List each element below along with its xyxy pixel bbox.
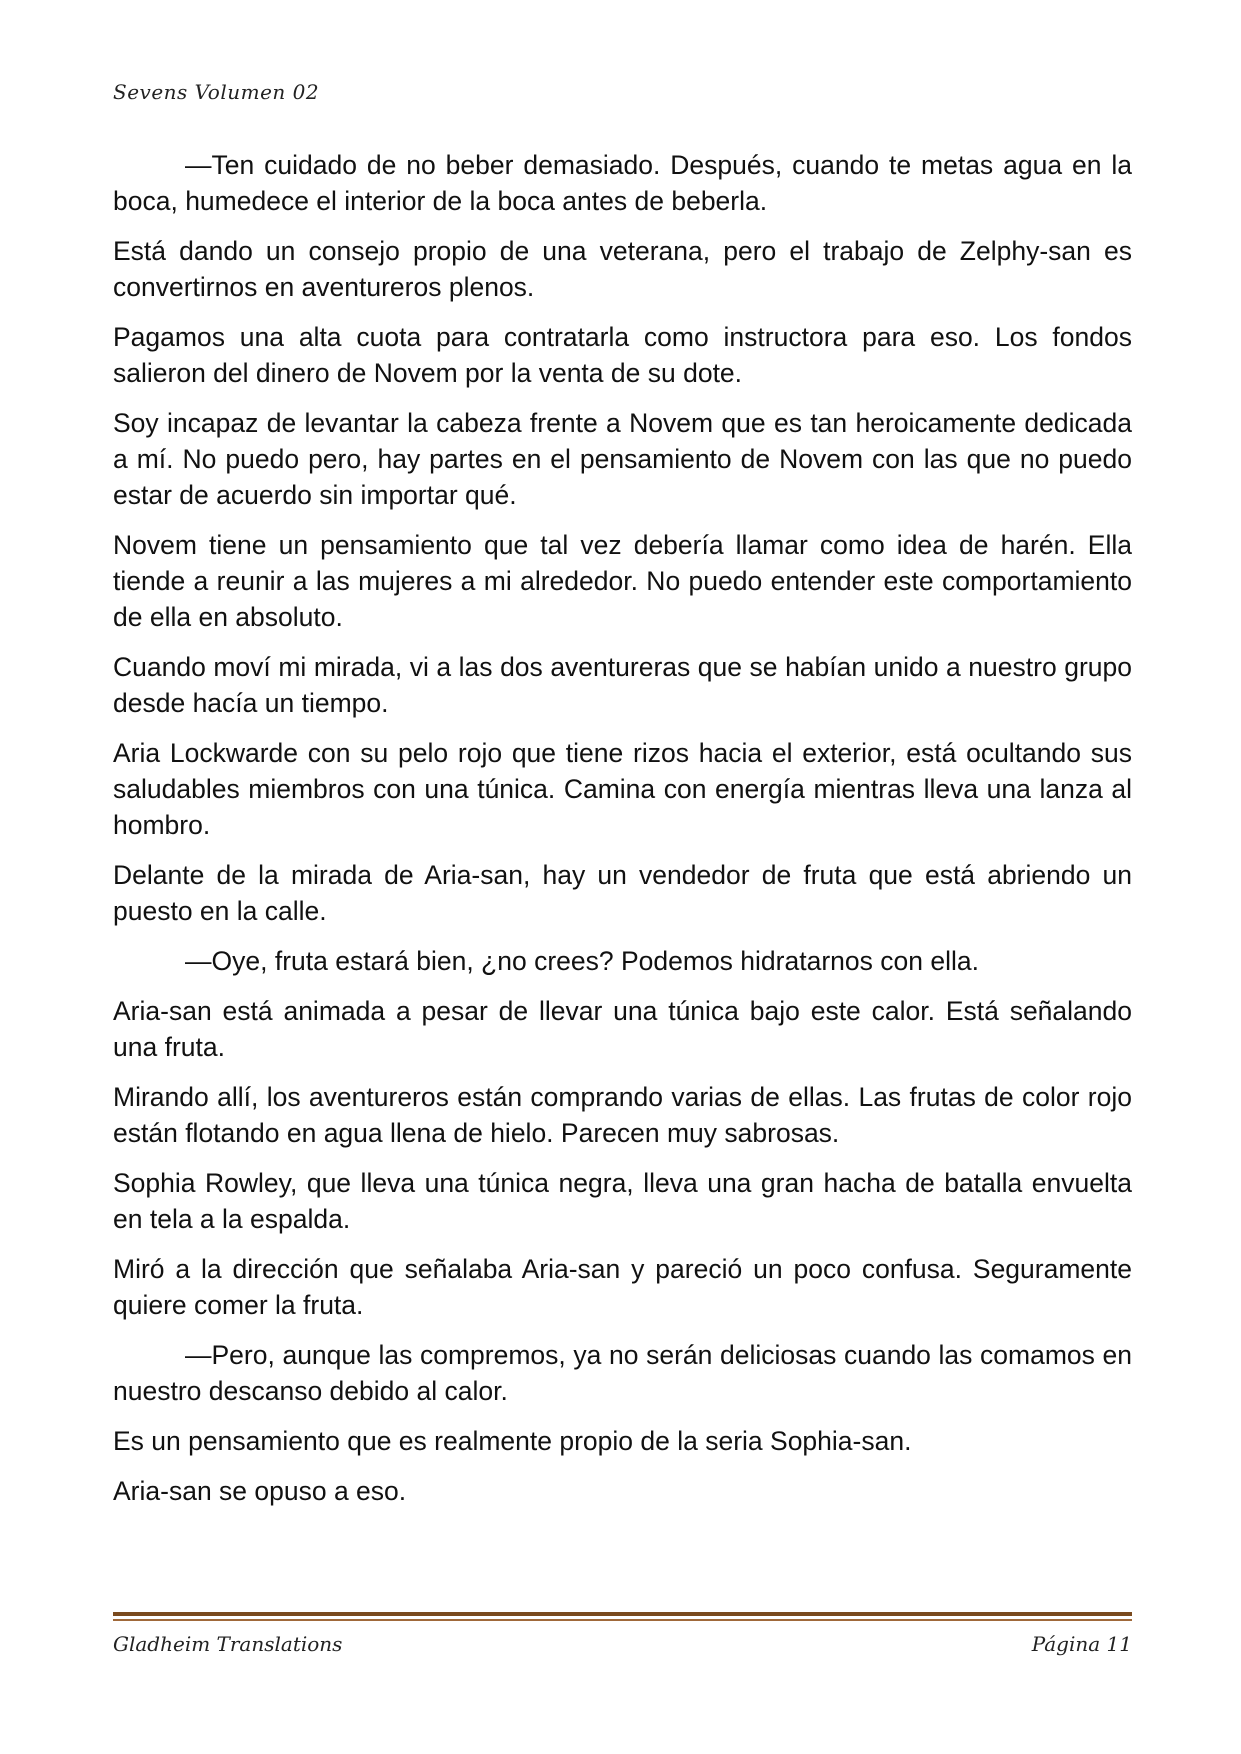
paragraph: Novem tiene un pensamiento que tal vez debería llamar como idea de harén. Ella tiende a reunir a las mujeres a mi alrededor. No puedo entender este comportamiento de ella en absoluto. [113, 530, 1132, 632]
paragraph: —Oye, fruta estará bien, ¿no crees? Podemos hidratarnos con ella. [185, 946, 979, 976]
paragraph: Aria-san está animada a pesar de llevar una túnica bajo este calor. Está señalando una fruta. [113, 996, 1132, 1062]
paragraph: Es un pensamiento que es realmente propio de la seria Sophia-san. [113, 1426, 912, 1456]
footer-divider-thin [113, 1619, 1132, 1621]
paragraph: Mirando allí, los aventureros están comprando varias de ellas. Las frutas de color rojo están flotando en agua llena de hielo. Parecen muy sabrosas. [113, 1082, 1132, 1148]
footer-divider [113, 1612, 1132, 1621]
paragraph: Aria-san se opuso a eso. [113, 1476, 407, 1506]
paragraph: Miró a la dirección que señalaba Aria-san y pareció un poco confusa. Seguramente quiere comer la fruta. [113, 1254, 1132, 1320]
footer-divider-thick [113, 1612, 1132, 1616]
paragraph: —Pero, aunque las compremos, ya no serán deliciosas cuando las comamos en nuestro descanso debido al calor. [113, 1340, 1132, 1406]
paragraph: —Ten cuidado de no beber demasiado. Después, cuando te metas agua en la boca, humedece el interior de la boca antes de beberla. [113, 150, 1132, 216]
paragraph: Soy incapaz de levantar la cabeza frente a Novem que es tan heroicamente dedicada a mí. No puedo pero, hay partes en el pensamiento de Novem con las que no puedo estar de acuerdo sin importar qué. [113, 408, 1132, 510]
footer-credit: Gladheim Translations [113, 1632, 343, 1656]
paragraph: Está dando un consejo propio de una veterana, pero el trabajo de Zelphy-san es convertirnos en aventureros plenos. [113, 236, 1132, 302]
paragraph: Cuando moví mi mirada, vi a las dos aventureras que se habían unido a nuestro grupo desde hacía un tiempo. [113, 652, 1132, 718]
paragraph: Pagamos una alta cuota para contratarla como instructora para eso. Los fondos salieron del dinero de Novem por la venta de su dote. [113, 322, 1132, 388]
running-header: Sevens Volumen 02 [113, 80, 320, 104]
page-number: Página 11 [1031, 1632, 1132, 1656]
page-body [113, 147, 1132, 1523]
paragraph: Aria Lockwarde con su pelo rojo que tiene rizos hacia el exterior, está ocultando sus saludables miembros con una túnica. Camina con energía mientras lleva una lanza al hombro. [113, 738, 1132, 840]
paragraph: Delante de la mirada de Aria-san, hay un vendedor de fruta que está abriendo un puesto en la calle. [113, 860, 1132, 926]
paragraph: Sophia Rowley, que lleva una túnica negra, lleva una gran hacha de batalla envuelta en tela a la espalda. [113, 1168, 1132, 1234]
